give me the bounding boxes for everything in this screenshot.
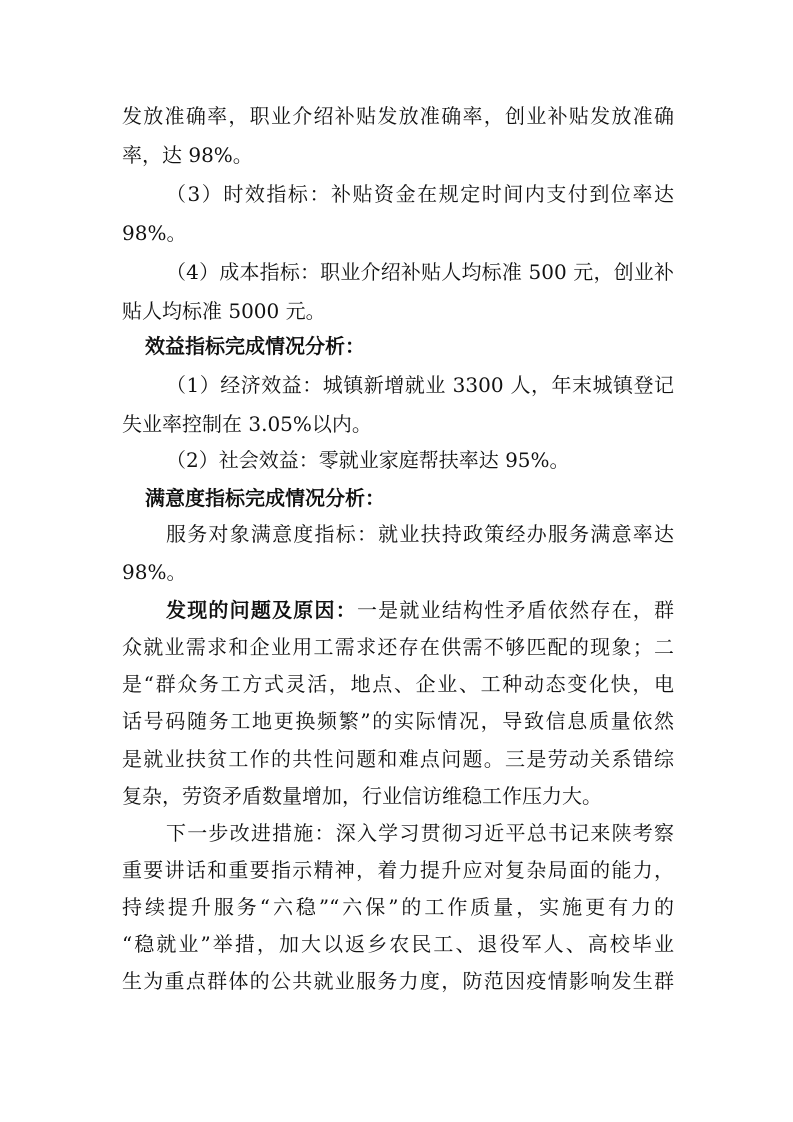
text-line: 下一步改进措施：深入学习贯彻习近平总书记来陕考察 bbox=[166, 821, 674, 845]
problems-heading: 发现的问题及原因： bbox=[166, 598, 357, 622]
text-line: （1）经济效益：城镇新增就业 3300 人，年末城镇登记 bbox=[166, 373, 674, 397]
text-line: （2）社会效益：零就业家庭帮扶率达 95%。 bbox=[166, 448, 570, 472]
text-line: 98%。 bbox=[122, 560, 187, 584]
text-line: （3）时效指标：补贴资金在规定时间内支付到位率达 bbox=[166, 182, 674, 206]
text-line: 是“群众务工方式灵活，地点、企业、工种动态变化快，电 bbox=[122, 672, 674, 696]
paragraph-first-line bbox=[166, 592, 674, 628]
text-line: 服务对象满意度指标：就业扶持政策经办服务满意率达 bbox=[166, 522, 674, 546]
text-line: 是就业扶贫工作的共性问题和难点问题。三是劳动关系错综 bbox=[122, 747, 674, 771]
text-line: 失业率控制在 3.05%以内。 bbox=[122, 412, 372, 436]
text-line: 98%。 bbox=[122, 221, 187, 245]
section-heading: 满意度指标完成情况分析： bbox=[145, 486, 385, 510]
text-line: 众就业需求和企业用工需求还存在供需不够匹配的现象；二 bbox=[122, 635, 674, 659]
text-line: 率，达 98%。 bbox=[122, 143, 253, 167]
text-line: “稳就业”举措，加大以返乡农民工、退役军人、高校毕业 bbox=[122, 932, 674, 956]
text-line: 持续提升服务“六稳”“六保”的工作质量，实施更有力的 bbox=[122, 895, 674, 919]
problems-text: 一是就业结构性矛盾依然存在，群 bbox=[356, 598, 674, 622]
section-heading: 效益指标完成情况分析： bbox=[145, 334, 365, 358]
text-line: 话号码随务工地更换频繁”的实际情况，导致信息质量依然 bbox=[122, 709, 674, 733]
text-line: 复杂，劳资矛盾数量增加，行业信访维稳工作压力大。 bbox=[122, 784, 602, 808]
text-line: 贴人均标准 5000 元。 bbox=[122, 299, 326, 323]
text-line: （4）成本指标：职业介绍补贴人均标准 500 元，创业补 bbox=[166, 260, 674, 284]
text-line: 重要讲话和重要指示精神，着力提升应对复杂局面的能力， bbox=[122, 858, 674, 882]
text-line: 发放准确率，职业介绍补贴发放准确率，创业补贴发放准确 bbox=[122, 104, 674, 128]
text-line: 生为重点群体的公共就业服务力度，防范因疫情影响发生群 bbox=[122, 969, 674, 993]
